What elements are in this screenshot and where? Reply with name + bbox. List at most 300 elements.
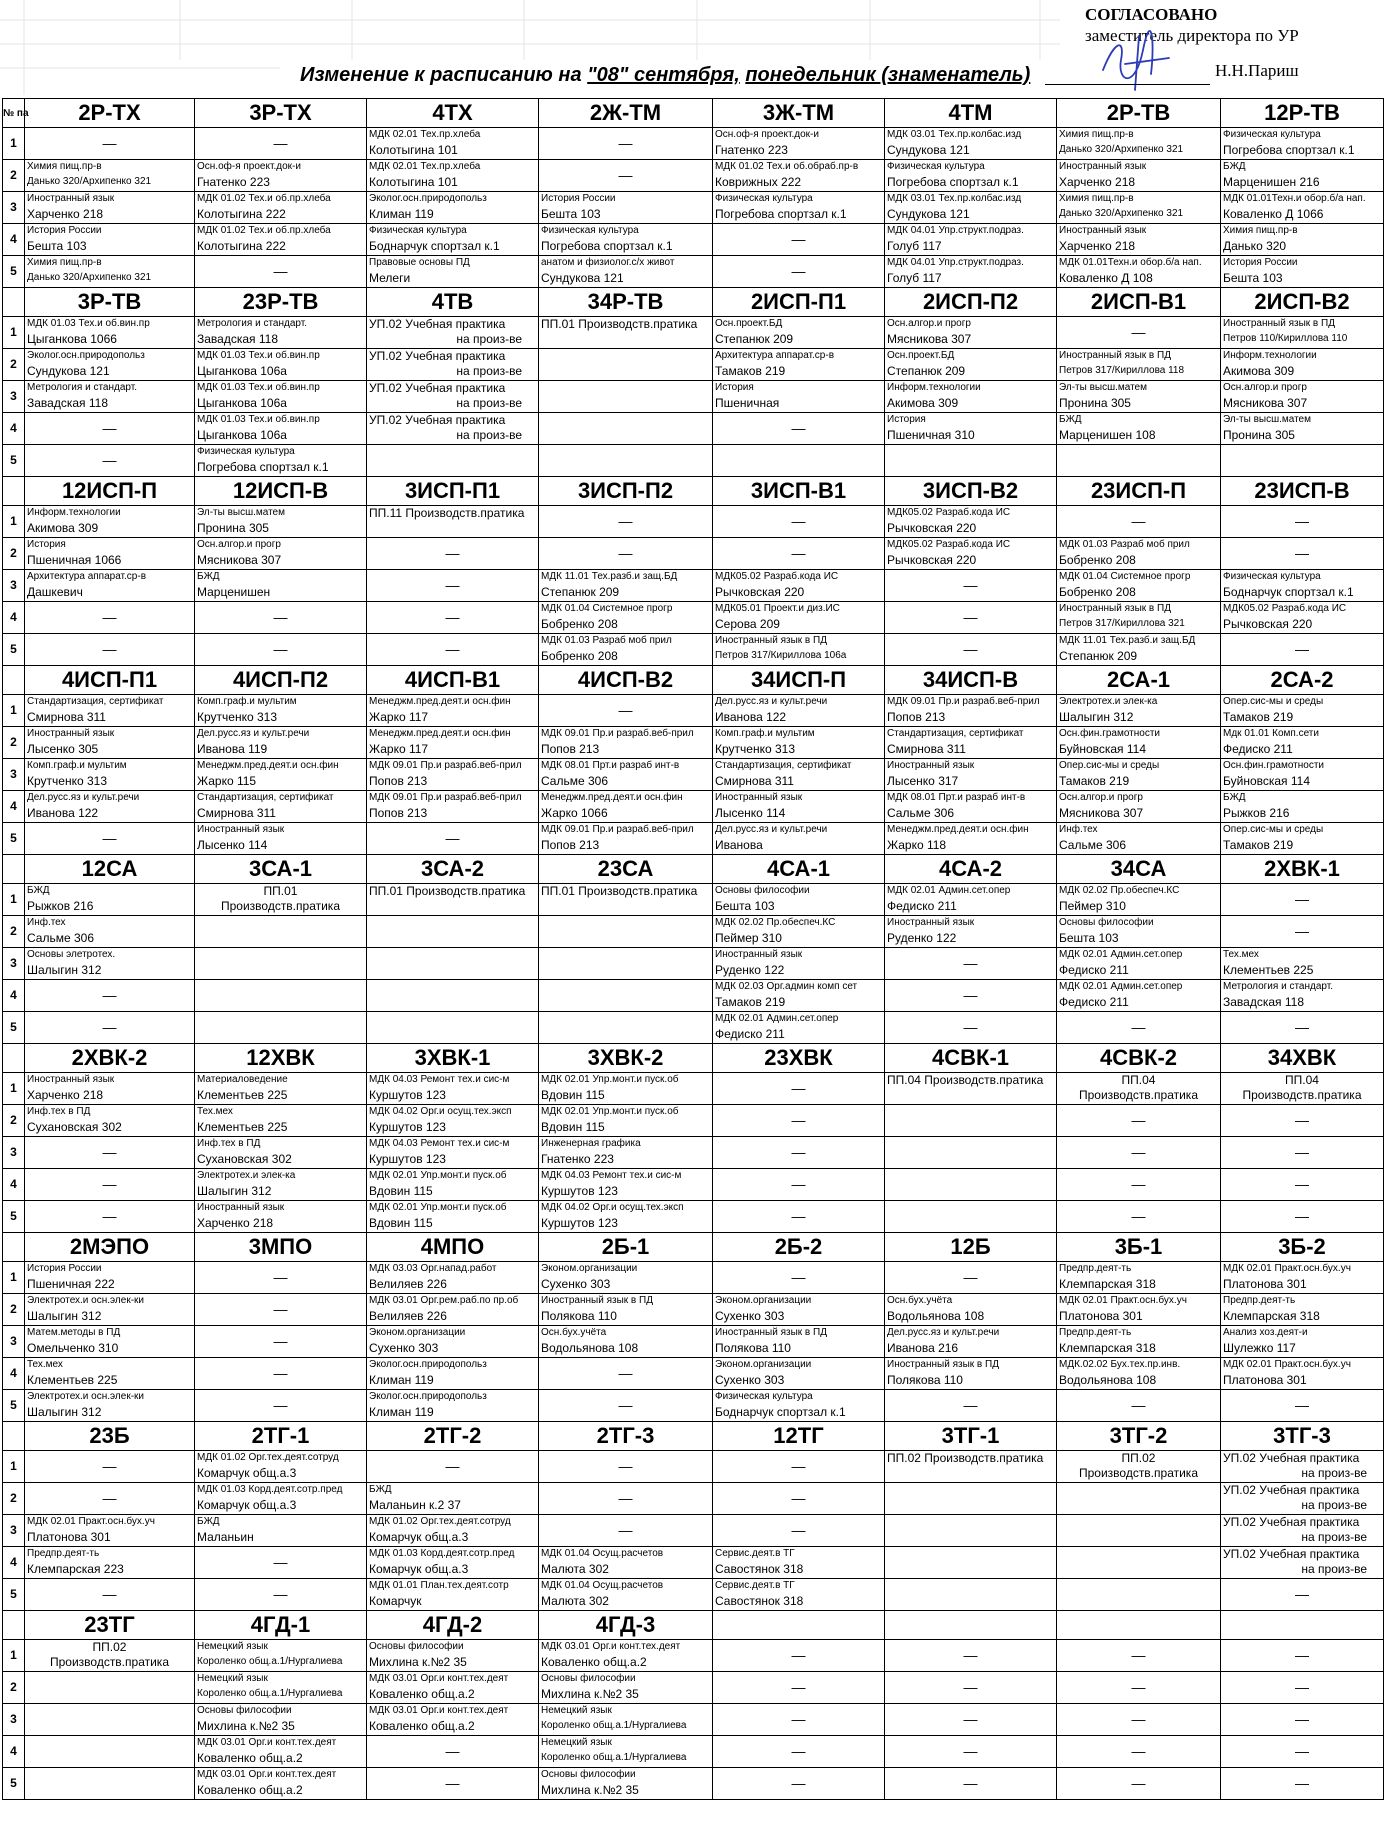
schedule-cell xyxy=(885,506,1057,538)
subject-name: Эл-ты высш.матем xyxy=(1223,414,1311,425)
schedule-cell xyxy=(25,1012,195,1044)
table-row xyxy=(3,759,1384,791)
schedule-cell xyxy=(713,317,885,349)
signature-line xyxy=(1045,84,1210,85)
teacher-room: Шулежко 117 xyxy=(1223,1341,1296,1355)
teacher-room: Крутченко 313 xyxy=(197,710,277,724)
schedule-cell xyxy=(195,791,367,823)
group-name: 2ИСП-П2 xyxy=(885,288,1057,317)
subject-name: Метрология и стандарт. xyxy=(1223,981,1333,992)
schedule-cell xyxy=(885,1672,1057,1704)
schedule-cell xyxy=(539,634,713,666)
teacher-room: Голуб 117 xyxy=(887,239,942,253)
teacher-room: Бешта 103 xyxy=(1059,931,1119,945)
teacher-room: Коваленко общ.а.2 xyxy=(197,1783,303,1797)
schedule-cell xyxy=(195,1105,367,1137)
subject-name: Немецкий язык xyxy=(197,1673,268,1684)
schedule-cell xyxy=(885,1358,1057,1390)
subject-name: История xyxy=(27,539,66,550)
schedule-cell xyxy=(713,1012,885,1044)
subject-name: МДК 09.01 Пр.и разраб.веб-прил xyxy=(541,728,694,739)
subject-name: МДК05.02 Разраб.кода ИС xyxy=(887,507,1011,518)
schedule-cell xyxy=(195,823,367,855)
teacher-room: Смирнова 311 xyxy=(715,774,794,788)
schedule-cell xyxy=(713,980,885,1012)
table-row xyxy=(3,634,1384,666)
teacher-room: Производств.пратика xyxy=(1242,1088,1362,1102)
table-row xyxy=(3,1201,1384,1233)
teacher-room: Данько 320 xyxy=(1223,239,1287,253)
subject-name: Предпр.деят-ть xyxy=(1059,1263,1132,1274)
empty-dash: — xyxy=(618,1458,633,1474)
schedule-cell xyxy=(539,1294,713,1326)
subject-name: Комп.граф.и мультим xyxy=(197,696,297,707)
schedule-cell xyxy=(1221,1073,1384,1105)
teacher-room: Завадская 118 xyxy=(27,396,108,410)
group-name: 23ИСП-П xyxy=(1057,477,1221,506)
teacher-room: Пронина 305 xyxy=(1223,428,1295,442)
lesson-number: 5 xyxy=(3,1012,25,1044)
empty-dash: — xyxy=(1131,1144,1146,1160)
schedule-cell xyxy=(539,1169,713,1201)
teacher-room: Бешта 103 xyxy=(27,239,87,253)
teacher-room: Смирнова 311 xyxy=(27,710,106,724)
teacher-room: Климан 119 xyxy=(369,207,434,221)
teacher-room: Жарко 1066 xyxy=(541,806,608,820)
subject-name: Предпр.деят-ть xyxy=(1059,1327,1132,1338)
subject-name: БЖД xyxy=(369,1484,392,1495)
schedule-cell xyxy=(539,1358,713,1390)
schedule-cell xyxy=(539,1326,713,1358)
schedule-cell xyxy=(539,381,713,413)
subject-name: Эл-ты высш.матем xyxy=(197,507,285,518)
schedule-cell xyxy=(713,727,885,759)
group-name: 2ИСП-В1 xyxy=(1057,288,1221,317)
group-name: 4СА-2 xyxy=(885,855,1057,884)
group-name: 2Б-1 xyxy=(539,1233,713,1262)
empty-dash: — xyxy=(1131,1647,1146,1663)
teacher-room: Попов 213 xyxy=(541,742,600,756)
group-name: 2Р-ТВ xyxy=(1057,99,1221,128)
subject-name: МДК 09.01 Пр.и разраб.веб-прил xyxy=(369,792,522,803)
schedule-cell xyxy=(195,413,367,445)
empty-dash: — xyxy=(102,1019,117,1035)
empty-dash: — xyxy=(791,1679,806,1695)
group-name: 4ИСП-В2 xyxy=(539,666,713,695)
subject-name: Физическая культура xyxy=(887,161,985,172)
subject-name: Сервис.деят.в ТГ xyxy=(715,1580,795,1591)
group-header-row xyxy=(3,1611,1384,1640)
teacher-room: Смирнова 311 xyxy=(887,742,966,756)
schedule-cell xyxy=(1221,349,1384,381)
schedule-cell xyxy=(195,381,367,413)
teacher-room: Завадская 118 xyxy=(1223,995,1304,1009)
schedule-cell xyxy=(367,1672,539,1704)
teacher-room: Тамаков 219 xyxy=(1223,838,1294,852)
teacher-room: Клемпарская 318 xyxy=(1223,1309,1320,1323)
teacher-room: Сундукова 121 xyxy=(887,207,970,221)
subject-name: История России xyxy=(1223,257,1298,268)
teacher-room: Акимова 309 xyxy=(887,396,959,410)
subject-name: Иностранный язык в ПД xyxy=(1059,350,1171,361)
group-name: 12ИСП-П xyxy=(25,477,195,506)
teacher-room: Цыганкова 1066 xyxy=(27,332,117,346)
subject-name: УП.02 Учебная практика xyxy=(369,381,506,395)
subject-name: МДК 04.03 Ремонт тех.и сис-м xyxy=(369,1074,510,1085)
schedule-cell xyxy=(713,1704,885,1736)
schedule-cell xyxy=(539,916,713,948)
teacher-room: на произ-ве xyxy=(1301,1562,1367,1576)
table-row xyxy=(3,1073,1384,1105)
subject-name: Менеджм.пред.деят.и осн.фин xyxy=(369,696,511,707)
empty-dash: — xyxy=(791,1458,806,1474)
schedule-cell xyxy=(885,1704,1057,1736)
schedule-cell xyxy=(713,1073,885,1105)
empty-dash: — xyxy=(1131,1743,1146,1759)
schedule-cell xyxy=(713,1640,885,1672)
schedule-cell xyxy=(25,916,195,948)
schedule-cell xyxy=(195,224,367,256)
schedule-cell xyxy=(885,884,1057,916)
schedule-cell xyxy=(713,695,885,727)
teacher-room: Шалыгин 312 xyxy=(27,963,102,977)
schedule-cell xyxy=(367,948,539,980)
subject-name: МДК05.02 Разраб.кода ИС xyxy=(887,539,1011,550)
schedule-cell xyxy=(195,128,367,160)
schedule-cell xyxy=(885,1012,1057,1044)
schedule-cell xyxy=(713,759,885,791)
teacher-room: Сальме 306 xyxy=(887,806,955,820)
schedule-cell xyxy=(195,1390,367,1422)
teacher-room: Жарко 117 xyxy=(369,742,429,756)
empty-dash: — xyxy=(102,609,117,625)
schedule-cell xyxy=(195,1483,367,1515)
schedule-cell xyxy=(25,1169,195,1201)
subject-name: МДК 04.03 Ремонт тех.и сис-м xyxy=(541,1170,682,1181)
subject-name: Химия пищ.пр-в xyxy=(1059,193,1134,204)
subject-name: Основы философии xyxy=(1059,917,1154,928)
group-name: 4СВК-2 xyxy=(1057,1044,1221,1073)
teacher-room: Жарко 115 xyxy=(197,774,257,788)
subject-name: Менеджм.пред.деят.и осн.фин xyxy=(197,760,339,771)
teacher-room: Сухенко 303 xyxy=(369,1341,439,1355)
empty-dash: — xyxy=(963,987,978,1003)
schedule-cell xyxy=(367,256,539,288)
schedule-cell xyxy=(25,1262,195,1294)
schedule-cell xyxy=(1057,1262,1221,1294)
subject-name: ПП.04 xyxy=(1285,1073,1319,1087)
lesson-number: 5 xyxy=(3,1201,25,1233)
empty-dash: — xyxy=(1295,1647,1309,1663)
schedule-cell xyxy=(1057,634,1221,666)
teacher-room: Платонова 301 xyxy=(1059,1309,1143,1323)
schedule-cell xyxy=(539,506,713,538)
subject-name: Тех.мех xyxy=(27,1359,63,1370)
subject-name: Осн.алгор.и прогр xyxy=(1223,382,1307,393)
subject-name: Инф.тех в ПД xyxy=(27,1106,91,1117)
empty-dash: — xyxy=(963,1269,978,1285)
empty-dash: — xyxy=(445,641,460,657)
table-row xyxy=(3,1262,1384,1294)
empty-dash: — xyxy=(445,1743,460,1759)
lesson-number: 3 xyxy=(3,759,25,791)
subject-name: Электротех.и элек-ка xyxy=(1059,696,1158,707)
schedule-cell xyxy=(367,538,539,570)
empty-dash: — xyxy=(963,955,978,971)
schedule-cell xyxy=(1221,1451,1384,1483)
teacher-room: Сухенко 303 xyxy=(715,1373,785,1387)
subject-name: История России xyxy=(541,193,616,204)
schedule-cell xyxy=(195,538,367,570)
teacher-room: Пронина 305 xyxy=(197,521,269,535)
subject-name: Информ.технологии xyxy=(27,507,121,518)
schedule-cell xyxy=(195,1547,367,1579)
schedule-cell xyxy=(539,570,713,602)
schedule-cell xyxy=(25,1640,195,1672)
lesson-number: 1 xyxy=(3,1451,25,1483)
group-name: 23Б xyxy=(25,1422,195,1451)
schedule-cell xyxy=(713,1169,885,1201)
teacher-room: Малюта 302 xyxy=(541,1562,609,1576)
schedule-cell xyxy=(1057,381,1221,413)
schedule-cell xyxy=(25,445,195,477)
empty-dash: — xyxy=(273,1333,288,1349)
schedule-cell xyxy=(539,1768,713,1800)
lesson-number: 3 xyxy=(3,381,25,413)
teacher-room: Клементьев 225 xyxy=(197,1120,288,1134)
lesson-number: 2 xyxy=(3,916,25,948)
subject-name: Основы элетротех. xyxy=(27,949,116,960)
lesson-number: 2 xyxy=(3,1105,25,1137)
teacher-room: на произ-ве xyxy=(1301,1530,1367,1544)
empty-dash: — xyxy=(1131,1775,1146,1791)
teacher-room: Клемпарская 318 xyxy=(1059,1341,1156,1355)
empty-dash: — xyxy=(1295,1397,1309,1413)
schedule-cell xyxy=(25,948,195,980)
subject-name: Иностранный язык xyxy=(197,824,285,835)
schedule-cell xyxy=(25,381,195,413)
schedule-cell xyxy=(713,413,885,445)
schedule-cell xyxy=(539,1483,713,1515)
subject-name: Дел.русс.яз и культ.речи xyxy=(197,728,310,739)
teacher-room: Коваленко общ.а.2 xyxy=(369,1687,475,1701)
teacher-room: Мелеги xyxy=(369,271,411,285)
schedule-cell xyxy=(1221,192,1384,224)
lesson-number: 2 xyxy=(3,160,25,192)
teacher-room: Пшеничная 1066 xyxy=(27,553,122,567)
teacher-room: Тамаков 219 xyxy=(715,364,786,378)
subject-name: Менеджм.пред.деят.и осн.фин xyxy=(369,728,511,739)
group-header-row xyxy=(3,288,1384,317)
schedule-cell xyxy=(1057,1672,1221,1704)
schedule-cell xyxy=(1057,823,1221,855)
empty-dash: — xyxy=(102,1176,117,1192)
subject-name: МДК.02.02 Бух.тех.пр.инв. xyxy=(1059,1359,1181,1370)
teacher-room: Погребова спортзал к.1 xyxy=(197,460,329,474)
teacher-room: Крутченко 313 xyxy=(27,774,107,788)
empty-dash: — xyxy=(791,1208,806,1224)
teacher-room: Производств.пратика xyxy=(49,1655,169,1669)
schedule-cell xyxy=(195,695,367,727)
lesson-number: 5 xyxy=(3,256,25,288)
teacher-room: Тамаков 219 xyxy=(1059,774,1130,788)
group-name: 4ГД-3 xyxy=(539,1611,713,1640)
schedule-cell xyxy=(25,1515,195,1547)
subject-name: Правовые основы ПД xyxy=(369,257,470,268)
schedule-cell xyxy=(1057,1547,1221,1579)
teacher-room: Бобренко 208 xyxy=(541,617,618,631)
schedule-cell xyxy=(1221,445,1384,477)
subject-name: Инженерная графика xyxy=(541,1138,641,1149)
practice-label: ПП.01 Производств.пратика xyxy=(541,317,698,331)
empty-dash: — xyxy=(102,1586,117,1602)
schedule-cell xyxy=(1221,695,1384,727)
schedule-cell xyxy=(367,1073,539,1105)
schedule-cell xyxy=(25,317,195,349)
subject-name: Опер.сис-мы и среды xyxy=(1223,696,1324,707)
subject-name: МДК 02.01 Практ.осн.бух.уч xyxy=(1059,1295,1187,1306)
schedule-cell xyxy=(25,634,195,666)
schedule-cell xyxy=(367,1579,539,1611)
empty-dash: — xyxy=(273,1397,288,1413)
schedule-cell xyxy=(367,759,539,791)
empty-dash: — xyxy=(791,1144,806,1160)
schedule-cell xyxy=(367,916,539,948)
table-row xyxy=(3,1451,1384,1483)
schedule-cell xyxy=(25,759,195,791)
group-name: 3ИСП-В2 xyxy=(885,477,1057,506)
schedule-cell xyxy=(885,256,1057,288)
teacher-room: Бешта 103 xyxy=(1223,271,1283,285)
schedule-cell xyxy=(1057,1201,1221,1233)
teacher-room: Шалыгин 312 xyxy=(27,1405,102,1419)
subject-name: МДК 04.01 Упр.структ.подраз. xyxy=(887,257,1024,268)
empty-dash: — xyxy=(273,1301,288,1317)
subject-name: Анализ хоз.деят-и xyxy=(1223,1327,1308,1338)
teacher-room: Харченко 218 xyxy=(1059,239,1136,253)
subject-name: Иностранный язык в ПД xyxy=(1223,318,1335,329)
schedule-cell xyxy=(713,1358,885,1390)
empty-dash: — xyxy=(1131,1397,1146,1413)
teacher-room: Колотыгина 101 xyxy=(369,175,458,189)
schedule-cell xyxy=(195,1451,367,1483)
schedule-cell xyxy=(367,1390,539,1422)
teacher-room: Клемпарская 223 xyxy=(27,1562,124,1576)
schedule-cell xyxy=(1057,506,1221,538)
practice-label: ПП.04 Производств.пратика xyxy=(887,1073,1044,1087)
schedule-cell xyxy=(713,538,885,570)
empty-dash: — xyxy=(963,1397,978,1413)
teacher-room: Попов 213 xyxy=(887,710,946,724)
empty-dash: — xyxy=(1295,1208,1309,1224)
schedule-cell xyxy=(885,1483,1057,1515)
subject-name: МДК 02.01 Практ.осн.бух.уч xyxy=(1223,1359,1351,1370)
schedule-cell xyxy=(713,1483,885,1515)
schedule-cell xyxy=(885,538,1057,570)
subject-name: МДК 02.02 Пр.обеспеч.КС xyxy=(715,917,836,928)
subject-name: анатом и физиолог.с/х живот xyxy=(541,257,675,268)
lesson-number-header: № па xyxy=(3,99,25,128)
teacher-room: Пшеничная 310 xyxy=(887,428,975,442)
schedule-cell xyxy=(195,1201,367,1233)
group-name: 3Р-ТВ xyxy=(25,288,195,317)
subject-name: МДК 02.03 Орг.админ комп сет xyxy=(715,981,858,992)
group-header-row xyxy=(3,99,1384,128)
schedule-cell xyxy=(885,727,1057,759)
lesson-number: 5 xyxy=(3,445,25,477)
teacher-room: Платонова 301 xyxy=(1223,1277,1307,1291)
schedule-cell xyxy=(25,1358,195,1390)
schedule-cell xyxy=(885,1294,1057,1326)
schedule-cell xyxy=(1221,1358,1384,1390)
teacher-room: Сундукова 121 xyxy=(541,271,624,285)
schedule-cell xyxy=(195,1169,367,1201)
subject-name: Основы философии xyxy=(715,885,810,896)
subject-name: МДК 01.01Техн.и обор.б/а нап. xyxy=(1059,257,1202,268)
subject-name: МДК05.02 Разраб.кода ИС xyxy=(715,571,839,582)
subject-name: Архитектура аппарат.ср-в xyxy=(715,350,835,361)
subject-name: Предпр.деят-ть xyxy=(1223,1295,1296,1306)
schedule-cell xyxy=(367,224,539,256)
lesson-number-header xyxy=(3,855,25,884)
teacher-room: Федиско 211 xyxy=(1059,995,1129,1009)
teacher-room: Руденко 122 xyxy=(715,963,785,977)
subject-name: Менеджм.пред.деят.и осн.фин xyxy=(887,824,1029,835)
schedule-cell xyxy=(367,980,539,1012)
subject-name: МДК 04.01 Упр.структ.подраз. xyxy=(887,225,1024,236)
schedule-cell xyxy=(713,1515,885,1547)
schedule-cell xyxy=(367,634,539,666)
table-row xyxy=(3,1547,1384,1579)
lesson-number: 1 xyxy=(3,1073,25,1105)
schedule-cell xyxy=(885,445,1057,477)
subject-name: БЖД xyxy=(1223,792,1246,803)
subject-name: Матем.методы в ПД xyxy=(27,1327,121,1338)
schedule-cell xyxy=(1057,916,1221,948)
schedule-cell xyxy=(195,445,367,477)
schedule-cell xyxy=(367,1736,539,1768)
empty-dash: — xyxy=(791,1176,806,1192)
subject-name: Иностранный язык в ПД xyxy=(541,1295,653,1306)
teacher-room: Сундукова 121 xyxy=(27,364,110,378)
schedule-cell xyxy=(1057,602,1221,634)
subject-name: УП.02 Учебная практика xyxy=(1223,1515,1360,1529)
lesson-number-header xyxy=(3,666,25,695)
subject-name: Осн.бух.учёта xyxy=(541,1327,607,1338)
schedule-cell xyxy=(1221,128,1384,160)
subject-name: ПП.02 xyxy=(1121,1451,1156,1465)
subject-name: Химия пищ.пр-в xyxy=(27,161,102,172)
subject-name: МДК 01.04 Осущ.расчетов xyxy=(541,1580,664,1591)
schedule-cell xyxy=(1221,823,1384,855)
schedule-table xyxy=(2,98,1384,1800)
empty-dash: — xyxy=(1295,1775,1309,1791)
schedule-cell xyxy=(367,1105,539,1137)
teacher-room: Степанюк 209 xyxy=(715,332,794,346)
subject-name: Инф.тех в ПД xyxy=(197,1138,261,1149)
schedule-cell xyxy=(713,256,885,288)
table-row xyxy=(3,538,1384,570)
subject-name: МДК 11.01 Тех.разб.и защ.БД xyxy=(541,571,678,582)
teacher-room: Рыжков 216 xyxy=(1223,806,1290,820)
schedule-cell xyxy=(1057,759,1221,791)
empty-dash: — xyxy=(618,702,633,718)
schedule-cell xyxy=(713,948,885,980)
schedule-cell xyxy=(195,1672,367,1704)
subject-name: МДК 01.01 План.тех.деят.сотр xyxy=(369,1580,509,1591)
teacher-room: Попов 213 xyxy=(541,838,600,852)
schedule-cell xyxy=(1221,413,1384,445)
